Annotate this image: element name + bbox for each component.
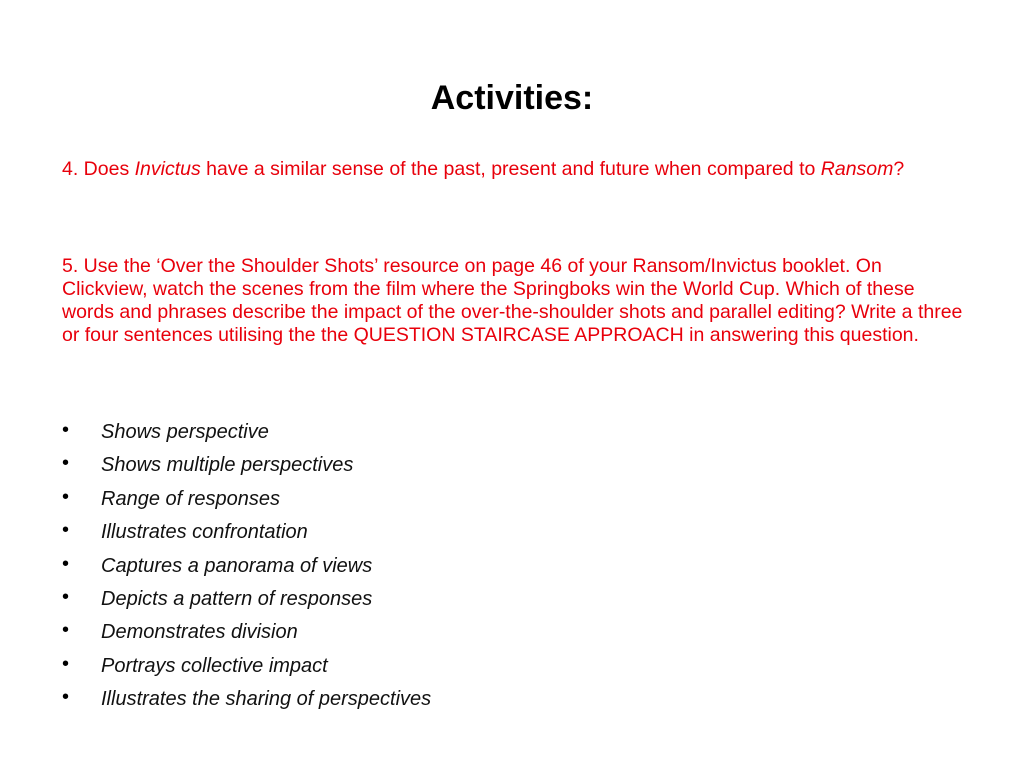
bullet-icon: • — [62, 686, 70, 709]
bullet-icon: • — [62, 619, 70, 642]
list-item — [62, 685, 942, 718]
list-item-text: Illustrates confrontation — [101, 521, 308, 544]
list-item-text: Demonstrates division — [101, 621, 298, 644]
list-item-text: Captures a panorama of views — [101, 554, 373, 577]
list-item — [62, 418, 942, 451]
list-item — [62, 451, 942, 484]
list-item-text: Shows perspective — [101, 421, 269, 443]
list-item-text: Portrays collective impact — [101, 654, 328, 677]
list-item-text: Shows multiple perspectives — [101, 454, 354, 477]
question-4-middle: have a similar sense of the past, present and future when compared to — [200, 158, 821, 180]
question-4-film-invictus: Invictus — [134, 158, 201, 180]
bullet-icon: • — [62, 485, 70, 508]
bullet-icon: • — [62, 652, 70, 675]
list-item-text: Range of responses — [101, 487, 281, 510]
question-4 — [62, 158, 972, 181]
list-item — [62, 618, 942, 651]
list-item — [62, 652, 942, 685]
bullet-icon: • — [62, 419, 70, 441]
question-4-film-ransom: Ransom — [820, 158, 894, 180]
slide-title: Activities: — [430, 79, 594, 117]
bullet-icon: • — [62, 585, 70, 608]
list-item-text: Depicts a pattern of responses — [101, 587, 373, 610]
bullet-icon: • — [62, 552, 70, 575]
answer-options-list — [62, 418, 942, 719]
list-item — [62, 518, 942, 551]
list-item — [62, 585, 942, 618]
question-5: 5. Use the ‘Over the Shoulder Shots’ resource on page 46 of your Ransom/Invictus booklet. On Clickview, watch the scenes from the film where the Springboks win the World Cup. Which of these words and phrases describe the impact of the over-the-shoulder shots and parallel editing? Write a three or four sentences utilising the the QUESTION STAIRCASE APPROACH in answering this question. — [62, 255, 963, 346]
list-item — [62, 552, 942, 585]
question-4-prefix: 4. Does — [62, 158, 135, 180]
bullet-icon: • — [62, 519, 70, 542]
bullet-icon: • — [62, 452, 70, 475]
list-item — [62, 485, 942, 518]
list-item-text: Illustrates the sharing of perspectives — [101, 688, 432, 711]
question-4-suffix: ? — [893, 158, 905, 180]
